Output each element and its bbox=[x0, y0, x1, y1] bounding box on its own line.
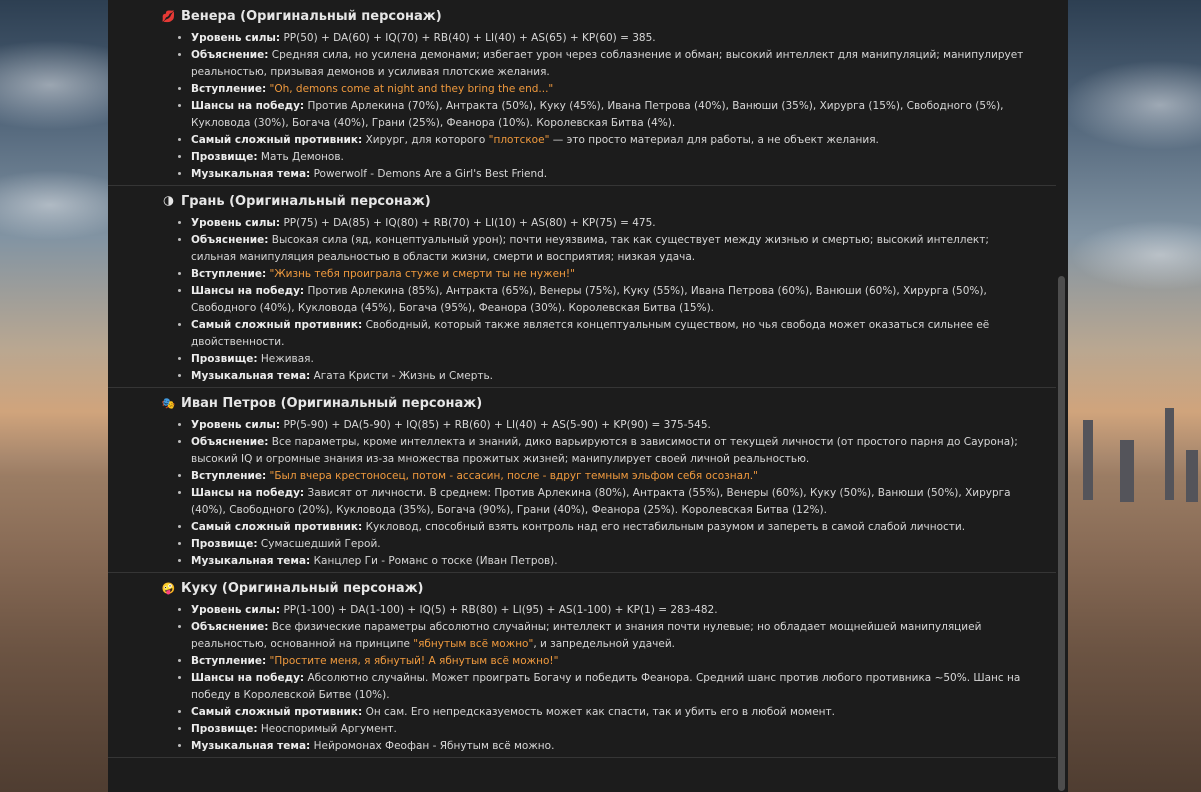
stat-item bbox=[191, 232, 1030, 266]
stat-label: Уровень силы: bbox=[191, 217, 281, 229]
stat-item bbox=[191, 721, 1030, 738]
quote-highlight: "Был вчера крестоносец, потом - ассасин, после - вдруг темным эльфом себя осознал." bbox=[266, 470, 758, 482]
stat-text: PP(1-100) + DA(1-100) + IQ(5) + RB(80) + LI(95) + AS(1-100) + KP(1) = 283-482. bbox=[280, 604, 718, 616]
stat-text: Канцлер Ги - Романс о тоске (Иван Петров). bbox=[310, 555, 558, 567]
theater-masks-icon: 🎭 bbox=[161, 397, 176, 410]
stats-list bbox=[108, 215, 1056, 385]
section-title: Куку (Оригинальный персонаж) bbox=[181, 581, 424, 596]
stat-item bbox=[191, 215, 1030, 232]
stat-text: Высокая сила (яд, концептуальный урон); почти неуязвима, так как существует между жизнью и смертью; высокий интеллект; сильная манипуляция реальностью в области жизни, смерти и восприятия; низкая удача. bbox=[191, 234, 989, 263]
stat-label: Самый сложный противник: bbox=[191, 319, 363, 331]
stat-item bbox=[191, 485, 1030, 519]
stats-list bbox=[108, 30, 1056, 183]
section-heading bbox=[108, 5, 1056, 28]
stat-item bbox=[191, 149, 1030, 166]
rock-spire bbox=[1165, 408, 1174, 500]
stat-item bbox=[191, 670, 1030, 704]
stat-label: Вступление: bbox=[191, 470, 267, 482]
stat-item bbox=[191, 132, 1030, 149]
half-moon-icon: 🌗 bbox=[162, 195, 175, 208]
scrollbar-thumb[interactable] bbox=[1058, 276, 1065, 791]
stat-item bbox=[191, 619, 1030, 653]
stat-text: Агата Кристи - Жизнь и Смерть. bbox=[310, 370, 494, 382]
stat-text: Средняя сила, но усилена демонами; избегает урон через соблазнение и обман; высокий интеллект для манипуляций; манипулирует реальностью, призывая демонов и усиливая плотские желания. bbox=[191, 49, 1024, 78]
stat-item bbox=[191, 738, 1030, 755]
character-section bbox=[108, 573, 1056, 758]
stat-item bbox=[191, 317, 1030, 351]
stat-label: Шансы на победу: bbox=[191, 487, 305, 499]
quote-highlight: "плотское" bbox=[488, 134, 550, 146]
section-title: Грань (Оригинальный персонаж) bbox=[181, 194, 431, 209]
section-title: Иван Петров (Оригинальный персонаж) bbox=[181, 396, 483, 411]
stat-item bbox=[191, 266, 1030, 283]
stat-text: Мать Демонов. bbox=[257, 151, 344, 163]
rock-spire bbox=[1186, 450, 1198, 502]
stat-text: Хирург, для которого bbox=[362, 134, 489, 146]
stat-text: PP(75) + DA(85) + IQ(80) + RB(70) + LI(10) + AS(80) + KP(75) = 475. bbox=[280, 217, 656, 229]
stat-item bbox=[191, 81, 1030, 98]
stat-item bbox=[191, 283, 1030, 317]
character-section bbox=[108, 0, 1056, 186]
stat-item bbox=[191, 653, 1030, 670]
stat-label: Прозвище: bbox=[191, 538, 258, 550]
zany-face-icon: 🤪 bbox=[161, 582, 176, 595]
section-title: Венера (Оригинальный персонаж) bbox=[181, 9, 442, 24]
stat-text: Свободный, который также является концептуальным существом, но чья свобода может оказаться сильнее её двойственности. bbox=[191, 319, 990, 348]
stat-text: Все физические параметры абсолютно случайны; интеллект и знания почти нулевые; но обладает мощнейшей манипуляцией реальностью, основанной на принципе bbox=[191, 621, 982, 650]
stat-text: — это просто материал для работы, а не объект желания. bbox=[549, 134, 879, 146]
stat-label: Шансы на победу: bbox=[191, 100, 305, 112]
stat-label: Уровень силы: bbox=[191, 419, 281, 431]
character-section bbox=[108, 186, 1056, 388]
stat-text: Неоспоримый Аргумент. bbox=[257, 723, 397, 735]
rock-spire bbox=[1083, 420, 1093, 500]
quote-highlight: "Oh, demons come at night and they bring the end..." bbox=[266, 83, 554, 95]
stat-label: Объяснение: bbox=[191, 436, 269, 448]
stat-text: Powerwolf - Demons Are a Girl's Best Friend. bbox=[310, 168, 548, 180]
stat-item bbox=[191, 519, 1030, 536]
stat-text: , и запредельной удачей. bbox=[533, 638, 675, 650]
scrollbar[interactable] bbox=[1056, 0, 1068, 792]
stat-label: Самый сложный противник: bbox=[191, 521, 363, 533]
stat-text: Он сам. Его непредсказуемость может как спасти, так и убить его в любой момент. bbox=[362, 706, 836, 718]
stat-label: Вступление: bbox=[191, 268, 267, 280]
stat-item bbox=[191, 166, 1030, 183]
stat-text: Кукловод, способный взять контроль над его нестабильным разумом и запереть в самой слабой личности. bbox=[362, 521, 966, 533]
stat-label: Вступление: bbox=[191, 655, 267, 667]
stat-label: Шансы на победу: bbox=[191, 285, 305, 297]
section-heading bbox=[108, 392, 1056, 415]
stat-text: PP(50) + DA(60) + IQ(70) + RB(40) + LI(40) + AS(65) + KP(60) = 385. bbox=[280, 32, 656, 44]
stat-label: Самый сложный противник: bbox=[191, 706, 363, 718]
stat-label: Самый сложный противник: bbox=[191, 134, 363, 146]
stat-label: Объяснение: bbox=[191, 49, 269, 61]
stat-item bbox=[191, 434, 1030, 468]
stat-item bbox=[191, 368, 1030, 385]
section-heading bbox=[108, 577, 1056, 600]
stat-label: Шансы на победу: bbox=[191, 672, 305, 684]
stat-text: Все параметры, кроме интеллекта и знаний, дико варьируются в зависимости от текущей личности (от простого парня до Саурона); высокий IQ и огромные знания из-за множества прожитых жизней; манипулирует своей личной реальностью. bbox=[191, 436, 1018, 465]
stat-label: Прозвище: bbox=[191, 723, 258, 735]
stat-text: Против Арлекина (70%), Антракта (50%), Куку (45%), Ивана Петрова (40%), Ванюши (35%), Хирурга (15%), Свободного (5%), Кукловода (30%), Богача (40%), Грани (25%), Феанора (10%). Королевская Битва (4%). bbox=[191, 100, 1004, 129]
stat-label: Уровень силы: bbox=[191, 32, 281, 44]
stats-list bbox=[108, 602, 1056, 755]
quote-highlight: "Жизнь тебя проиграла стуже и смерти ты не нужен!" bbox=[266, 268, 575, 280]
stats-list bbox=[108, 417, 1056, 570]
message-content bbox=[108, 0, 1056, 758]
stat-item bbox=[191, 47, 1030, 81]
stat-label: Вступление: bbox=[191, 83, 267, 95]
quote-highlight: "ябнутым всё можно" bbox=[413, 638, 534, 650]
stat-label: Музыкальная тема: bbox=[191, 555, 311, 567]
stat-item bbox=[191, 98, 1030, 132]
quote-highlight: "Простите меня, я ябнутый! А ябнутым всё можно!" bbox=[266, 655, 559, 667]
character-section bbox=[108, 388, 1056, 573]
stat-text: Сумасшедший Герой. bbox=[257, 538, 381, 550]
stat-label: Прозвище: bbox=[191, 151, 258, 163]
stat-label: Уровень силы: bbox=[191, 604, 281, 616]
stat-label: Музыкальная тема: bbox=[191, 168, 311, 180]
stat-text: Против Арлекина (85%), Антракта (65%), Венеры (75%), Куку (55%), Ивана Петрова (60%), Ванюши (60%), Хирурга (50%), Свободного (40%), Кукловода (45%), Богача (95%), Феанора (30%). Королевская Битва (15%). bbox=[191, 285, 987, 314]
stat-label: Музыкальная тема: bbox=[191, 370, 311, 382]
chat-message-panel bbox=[108, 0, 1068, 792]
section-heading bbox=[108, 190, 1056, 213]
stat-item bbox=[191, 704, 1030, 721]
stat-text: Нейромонах Феофан - Ябнутым всё можно. bbox=[310, 740, 555, 752]
stat-item bbox=[191, 468, 1030, 485]
stat-item bbox=[191, 536, 1030, 553]
stat-label: Объяснение: bbox=[191, 234, 269, 246]
stat-item bbox=[191, 30, 1030, 47]
stat-label: Прозвище: bbox=[191, 353, 258, 365]
stat-item bbox=[191, 351, 1030, 368]
stat-item bbox=[191, 602, 1030, 619]
stat-label: Музыкальная тема: bbox=[191, 740, 311, 752]
stat-text: PP(5-90) + DA(5-90) + IQ(85) + RB(60) + LI(40) + AS(5-90) + KP(90) = 375-545. bbox=[280, 419, 711, 431]
rock-spire bbox=[1120, 440, 1134, 502]
stat-label: Объяснение: bbox=[191, 621, 269, 633]
stat-item bbox=[191, 553, 1030, 570]
lips-icon: 💋 bbox=[161, 10, 176, 23]
stat-item bbox=[191, 417, 1030, 434]
stat-text: Зависят от личности. В среднем: Против Арлекина (80%), Антракта (55%), Венеры (60%), Куку (50%), Ванюши (50%), Хирурга (40%), Свободного (20%), Кукловода (35%), Богача (90%), Грани (40%), Феанора (25%). Королевская Битва (12%). bbox=[191, 487, 1011, 516]
stat-text: Неживая. bbox=[257, 353, 314, 365]
stat-text: Абсолютно случайны. Может проиграть Богачу и победить Феанора. Средний шанс против любого противника ~50%. Шанс на победу в Королевской Битве (10%). bbox=[191, 672, 1021, 701]
